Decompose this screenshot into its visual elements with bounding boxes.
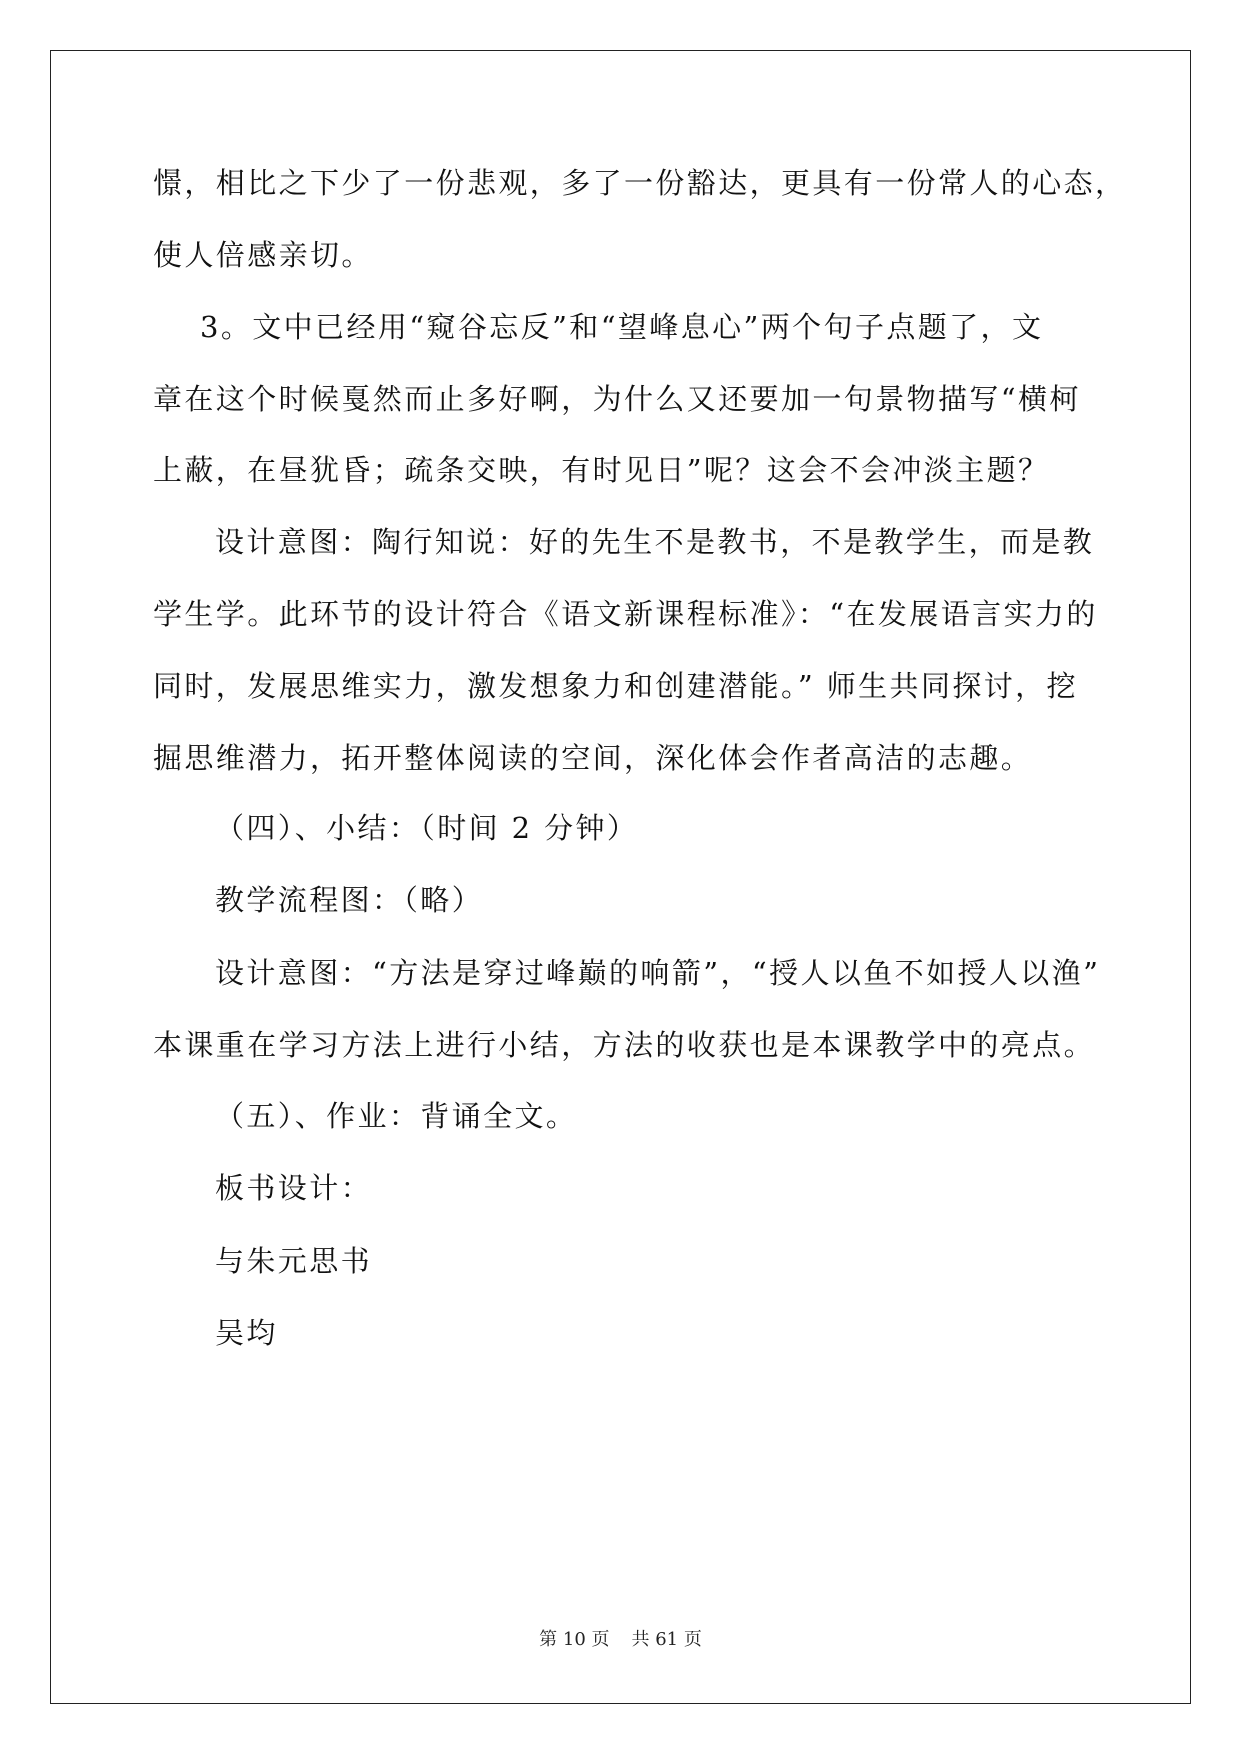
paragraph-line: 掘思维潜力，拓开整体阅读的空间，深化体会作者高洁的志趣。: [153, 741, 1033, 775]
total-pages: 共 61 页: [631, 1629, 702, 1650]
section-heading: （五）、作业：背诵全文。: [215, 1099, 578, 1133]
page-border: [50, 50, 1191, 1704]
paragraph-line: 与朱元思书: [215, 1244, 373, 1278]
paragraph-line: 3。文中已经用“窥谷忘反”和“望峰息心”两个句子点题了，文: [200, 310, 1044, 344]
paragraph-line: 学生学。此环节的设计符合《语文新课程标准》：“在发展语言实力的: [153, 597, 1098, 631]
paragraph-line: 憬，相比之下少了一份悲观，多了一份豁达，更具有一份常人的心态，: [153, 166, 1127, 200]
paragraph-line: 章在这个时候戛然而止多好啊，为什么又还要加一句景物描写“横柯: [153, 382, 1081, 416]
paragraph-line: 设计意图：“方法是穿过峰巅的响箭”，“授人以鱼不如授人以渔”: [215, 956, 1101, 990]
paragraph-line: 上蔽，在昼犹昏；疏条交映，有时见日”呢？这会不会冲淡主题？: [153, 453, 1050, 487]
current-page-number: 第 10 页: [539, 1629, 610, 1650]
paragraph-line: 板书设计：: [215, 1171, 373, 1205]
paragraph-line: 本课重在学习方法上进行小结，方法的收获也是本课教学中的亮点。: [153, 1028, 1096, 1062]
section-heading: （四）、小结：（时间 2 分钟）: [215, 811, 639, 845]
paragraph-line: 教学流程图：（略）: [215, 883, 484, 917]
paragraph-line: 同时，发展思维实力，激发想象力和创建潜能。” 师生共同探讨，挖: [153, 669, 1078, 703]
paragraph-line: 吴均: [215, 1316, 278, 1350]
page-footer: [0, 1628, 1241, 1652]
paragraph-line: 设计意图：陶行知说：好的先生不是教书，不是教学生，而是教: [215, 525, 1095, 559]
paragraph-line: 使人倍感亲切。: [153, 238, 373, 272]
